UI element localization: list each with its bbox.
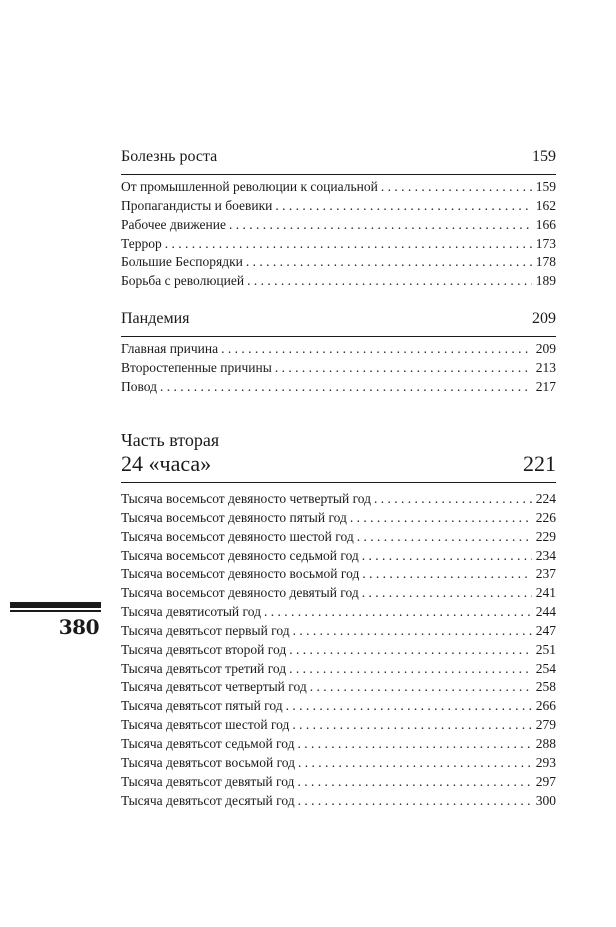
section-heading <box>121 147 556 175</box>
section-title: Пандемия <box>121 310 190 327</box>
dot-leader <box>290 622 532 641</box>
toc-entry[interactable] <box>121 697 556 716</box>
entry-page-number: 229 <box>535 528 556 544</box>
toc-entry[interactable] <box>121 378 556 397</box>
toc-entry[interactable] <box>121 716 556 735</box>
folio-rule-thin <box>10 610 101 612</box>
entry-title: От промышленной революции к социальной <box>121 179 378 194</box>
entry-title: Террор <box>121 235 162 251</box>
folio-page-number: 380 <box>58 615 99 639</box>
part-entries <box>121 490 556 810</box>
folio-rule-thick <box>10 602 101 608</box>
dot-leader <box>244 272 532 291</box>
entry-title: Рабочее движение <box>121 216 226 232</box>
entry-page-number: 244 <box>535 604 556 620</box>
entry-page-number: 162 <box>535 197 556 213</box>
entry-title: Второстепенные причины <box>121 359 272 375</box>
entry-page-number: 247 <box>535 622 556 638</box>
dot-leader <box>226 216 532 235</box>
entry-page-number: 297 <box>535 773 556 789</box>
dot-leader <box>289 716 531 735</box>
entry-title: Пропагандисты и боевики <box>121 197 273 213</box>
toc-entry[interactable] <box>121 272 556 291</box>
entry-title: Тысяча девятьсот шестой год <box>121 717 290 733</box>
dot-leader <box>272 197 531 216</box>
toc-entry[interactable] <box>121 565 556 584</box>
entry-page-number: 251 <box>535 641 556 657</box>
part-title: 24 «часа» <box>121 451 212 476</box>
dot-leader <box>295 792 532 811</box>
dot-leader <box>157 378 532 397</box>
entry-title: Тысяча девятисотый год <box>121 604 261 620</box>
entry-title: Тысяча девятьсот четвертый год <box>121 679 307 695</box>
toc-entry[interactable] <box>121 622 556 641</box>
entry-title: Тысяча девятьсот второй год <box>121 641 287 657</box>
folio-marker <box>10 602 101 639</box>
section-page-number: 159 <box>532 148 556 165</box>
dot-leader <box>283 697 532 716</box>
section-page-number: 209 <box>532 310 556 327</box>
part-heading <box>121 429 556 483</box>
dot-leader <box>218 340 532 359</box>
entry-title: Тысяча девятьсот пятый год <box>121 698 283 714</box>
entry-page-number: 189 <box>535 273 556 289</box>
entry-page-number: 213 <box>535 359 556 375</box>
toc-entry[interactable] <box>121 490 556 509</box>
dot-leader <box>359 547 532 566</box>
dot-leader <box>378 178 532 197</box>
entry-title: Тысяча восемьсот девяносто седьмой год <box>121 547 359 563</box>
toc-entry[interactable] <box>121 216 556 235</box>
entry-page-number: 217 <box>535 378 556 394</box>
entry-page-number: 288 <box>535 735 556 751</box>
entry-title: Тысяча девятьсот третий год <box>121 660 287 676</box>
entry-title: Тысяча девятьсот девятый год <box>121 773 295 789</box>
toc-entry[interactable] <box>121 528 556 547</box>
entry-title: Борьба с революцией <box>121 273 245 289</box>
part-title-row <box>121 451 556 477</box>
entry-title: Тысяча девятьсот седьмой год <box>121 735 295 751</box>
dot-leader <box>359 584 532 603</box>
entry-title: Тысяча восемьсот девяносто восьмой год <box>121 566 360 582</box>
part-label: Часть вторая <box>121 430 220 450</box>
toc-entry[interactable] <box>121 603 556 622</box>
toc-entry[interactable] <box>121 678 556 697</box>
dot-leader <box>162 235 532 254</box>
entry-title: Большие Беспорядки <box>121 254 243 270</box>
entry-page-number: 241 <box>535 585 556 601</box>
toc-entry[interactable] <box>121 735 556 754</box>
toc-entry[interactable] <box>121 509 556 528</box>
dot-leader <box>272 359 532 378</box>
dot-leader <box>347 509 532 528</box>
section-title: Болезнь роста <box>121 148 218 165</box>
entry-page-number: 166 <box>535 216 556 232</box>
section-heading <box>121 309 556 337</box>
toc-entry[interactable] <box>121 340 556 359</box>
toc-entry[interactable] <box>121 584 556 603</box>
section-entries <box>121 178 556 291</box>
part-page-number: 221 <box>523 451 556 476</box>
entry-title: Тысяча девятьсот восьмой год <box>121 754 296 770</box>
toc-entry[interactable] <box>121 253 556 272</box>
toc-entry[interactable] <box>121 359 556 378</box>
entry-page-number: 234 <box>535 547 556 563</box>
entry-page-number: 178 <box>535 254 556 270</box>
dot-leader <box>286 660 532 679</box>
dot-leader <box>294 773 531 792</box>
entry-title: Тысяча девятьсот десятый год <box>121 792 295 808</box>
dot-leader <box>243 253 532 272</box>
entry-page-number: 266 <box>535 698 556 714</box>
dot-leader <box>371 490 532 509</box>
toc-entry[interactable] <box>121 178 556 197</box>
entry-page-number: 258 <box>535 679 556 695</box>
entry-title: Тысяча восемьсот девяносто девятый год <box>121 585 359 601</box>
entry-title: Повод <box>121 378 158 394</box>
entry-page-number: 224 <box>535 491 556 506</box>
dot-leader <box>354 528 532 547</box>
toc-entry[interactable] <box>121 641 556 660</box>
entry-title: Тысяча восемьсот девяносто четвертый год <box>121 491 372 506</box>
entry-title: Тысяча восемьсот девяносто пятый год <box>121 509 347 525</box>
entry-page-number: 279 <box>535 717 556 733</box>
entry-page-number: 209 <box>535 341 556 356</box>
dot-leader <box>286 641 532 660</box>
entry-page-number: 293 <box>535 754 556 770</box>
dot-leader <box>261 603 532 622</box>
section-entries <box>121 340 556 397</box>
toc-entry[interactable] <box>121 754 556 773</box>
dot-leader <box>307 678 532 697</box>
toc-entry[interactable] <box>121 547 556 566</box>
dot-leader <box>294 735 531 754</box>
entry-title: Главная причина <box>121 341 219 356</box>
toc-entry[interactable] <box>121 235 556 254</box>
dot-leader <box>295 754 532 773</box>
entry-page-number: 173 <box>535 235 556 251</box>
entry-page-number: 237 <box>535 566 556 582</box>
entry-title: Тысяча восемьсот девяносто шестой год <box>121 528 354 544</box>
toc-entry[interactable] <box>121 197 556 216</box>
dot-leader <box>359 565 531 584</box>
toc-entry[interactable] <box>121 773 556 792</box>
entry-page-number: 226 <box>535 509 556 525</box>
entry-page-number: 159 <box>535 179 556 194</box>
entry-page-number: 254 <box>535 660 556 676</box>
toc-entry[interactable] <box>121 792 556 811</box>
entry-title: Тысяча девятьсот первый год <box>121 622 290 638</box>
toc-entry[interactable] <box>121 660 556 679</box>
entry-page-number: 300 <box>535 792 556 808</box>
